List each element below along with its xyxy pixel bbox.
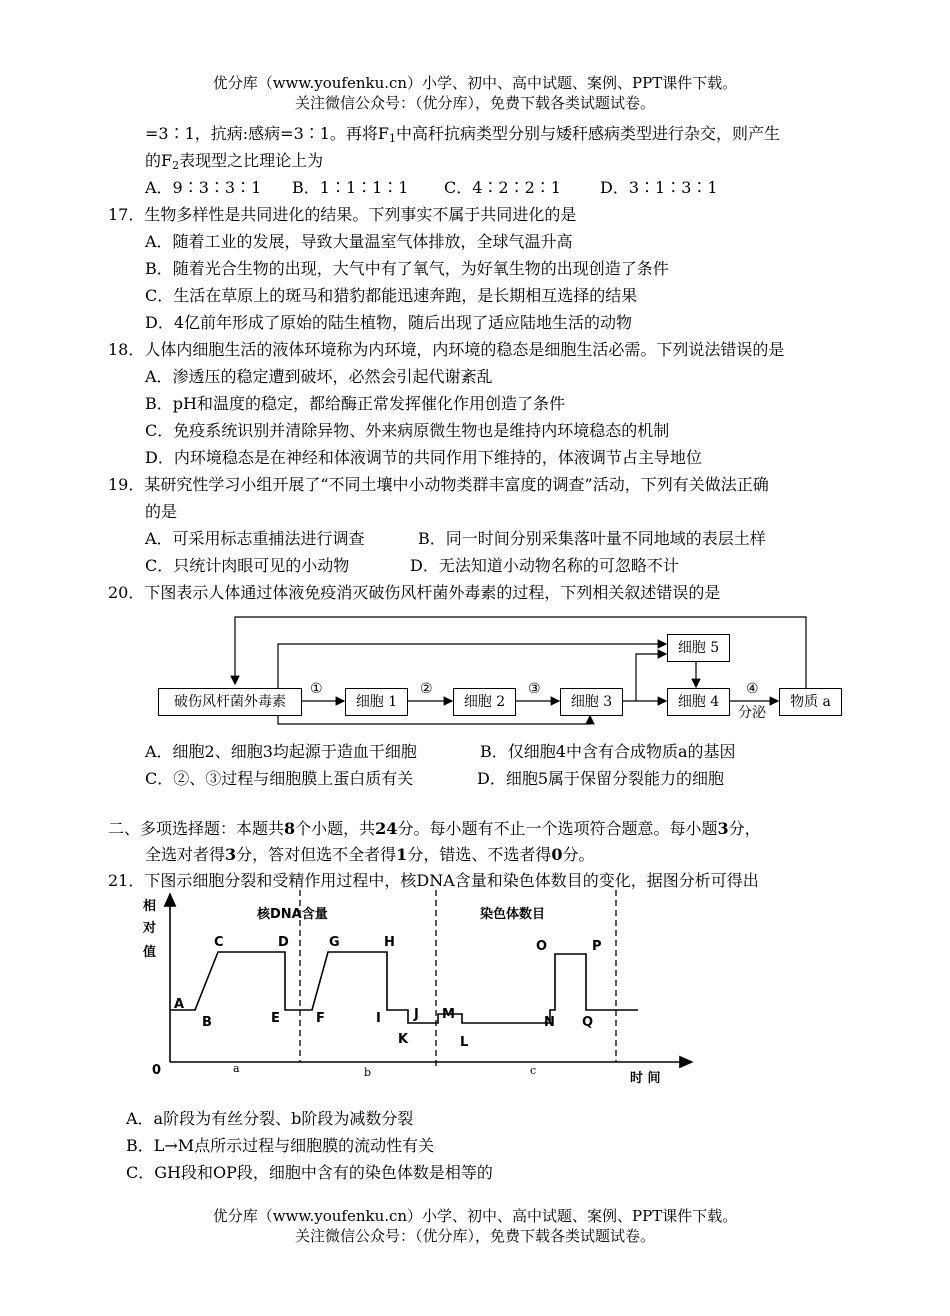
q18-option-b: B．pH和温度的稳定，都给酶正常发挥催化作用创造了条件 [145, 394, 565, 413]
point-N: N [544, 1015, 555, 1030]
q19-stem: 19．某研究性学习小组开展了“不同土壤中小动物类群丰富度的调查”活动，下列有关做法正确 [108, 475, 769, 494]
page-footer [0, 1206, 950, 1246]
secrete-label: 分泌 [738, 705, 766, 721]
origin-label: 0 [152, 1063, 162, 1078]
q18-option-d: D．内环境稳态是在神经和体液调节的共同作用下维持的，体液调节占主导地位 [145, 448, 702, 467]
section2-line-1: 二、多项选择题：本题共8个小题，共24分。每小题有不止一个选项符合题意。每小题3分， [108, 819, 761, 838]
point-B: B [202, 1015, 212, 1030]
q20-option-a: A．细胞2、细胞3均起源于造血干细胞 [145, 742, 417, 761]
q20-option-b: B．仅细胞4中含有合成物质a的基因 [480, 742, 736, 761]
q17-stem: 17．生物多样性是共同进化的结果。下列事实不属于共同进化的是 [108, 205, 577, 224]
header-line-2: 关注微信公众号：（优分库），免费下载各类试题试卷。 [294, 94, 655, 112]
cell4-box: 细胞 4 [667, 688, 730, 716]
q19-option-b: B．同一时间分别采集落叶量不同地域的表层土样 [418, 529, 766, 548]
page-header [0, 73, 950, 113]
q16-option-c: C．4∶2∶2∶1 [444, 178, 561, 197]
point-L: L [460, 1035, 469, 1050]
stage-c: c [530, 1064, 537, 1077]
q16-continuation-line-2: 的$F_2$表现型之比理论上为 [145, 151, 324, 172]
cell2-box: 细胞 2 [453, 688, 516, 716]
step-2-label: ② [420, 681, 433, 697]
footer-line-1: 优分库（www.youfenku.cn）小学、初中、高中试题、案例、PPT课件下载。 [212, 1207, 738, 1225]
q19-stem-cont: 的是 [145, 502, 178, 521]
step-1-label: ① [310, 681, 323, 697]
q21-option-b: B．L→M点所示过程与细胞膜的流动性有关 [126, 1136, 435, 1155]
q18-stem: 18．人体内细胞生活的液体环境称为内环境，内环境的稳态是细胞生活必需。下列说法错误的是 [108, 340, 785, 359]
y-label-1: 相 [143, 899, 157, 914]
header-line-1: 优分库（www.youfenku.cn）小学、初中、高中试题、案例、PPT课件下载。 [212, 74, 738, 92]
q17-option-a: A．随着工业的发展，导致大量温室气体排放，全球气温升高 [145, 232, 573, 251]
x-axis-label: 时 间 [630, 1071, 661, 1086]
substance-a-box: 物质 a [779, 688, 842, 716]
point-C: C [214, 935, 224, 950]
graph-lines [140, 890, 700, 1090]
stage-a: a [233, 1062, 240, 1075]
q21-option-c: C．GH段和OP段，细胞中含有的染色体数是相等的 [126, 1163, 493, 1182]
q16-option-a: A．9∶3∶3∶1 [145, 178, 262, 197]
q20-option-c: C．②、③过程与细胞膜上蛋白质有关 [145, 769, 414, 788]
q17-option-c: C．生活在草原上的斑马和猎豹都能迅速奔跑，是长期相互选择的结果 [145, 286, 638, 305]
q17-option-d: D．4亿前年形成了原始的陆生植物，随后出现了适应陆地生活的动物 [145, 313, 633, 332]
stage-b: b [364, 1066, 372, 1079]
point-A: A [174, 997, 185, 1012]
q18-option-a: A．渗透压的稳定遭到破坏，必然会引起代谢紊乱 [145, 367, 493, 386]
point-O: O [536, 939, 548, 954]
point-K: K [398, 1032, 409, 1047]
q16-option-b: B．1∶1∶1∶1 [292, 178, 409, 197]
cell1-box: 细胞 1 [345, 688, 408, 716]
point-F: F [316, 1011, 325, 1026]
q21-option-a: A．a阶段为有丝分裂、b阶段为减数分裂 [126, 1109, 414, 1128]
point-I: I [376, 1011, 381, 1026]
point-D: D [278, 935, 289, 950]
cell3-box: 细胞 3 [560, 688, 623, 716]
q17-option-b: B．随着光合生物的出现，大气中有了氧气，为好氧生物的出现创造了条件 [145, 259, 669, 278]
y-label-3: 值 [143, 945, 157, 960]
cell5-box: 细胞 5 [667, 634, 730, 662]
point-G: G [329, 935, 340, 950]
q19-option-d: D．无法知道小动物名称的可忽略不计 [410, 556, 679, 575]
chromosome-title: 染色体数目 [480, 907, 546, 922]
q21-stem: 21．下图示细胞分裂和受精作用过程中，核DNA含量和染色体数目的变化，据图分析可得出 [108, 871, 759, 890]
q16-continuation-line-1: =3∶1，抗病:感病=3∶1。再将$F_1$中高秆抗病类型分别与矮秆感病类型进行杂交，则产生 [145, 124, 781, 145]
section2-line-2: 全选对者得3分，答对但选不全者得1分，错选、不选者得0分。 [145, 845, 595, 864]
point-M: M [442, 1007, 455, 1022]
point-J: J [414, 1007, 419, 1022]
point-P: P [592, 939, 602, 954]
point-E: E [271, 1011, 280, 1026]
dna-chromosome-graph [140, 890, 700, 1090]
q19-option-c: C．只统计肉眼可见的小动物 [145, 556, 350, 575]
point-Q: Q [582, 1015, 594, 1030]
q18-option-c: C．免疫系统识别并清除异物、外来病原微生物也是维持内环境稳态的机制 [145, 421, 670, 440]
step-3-label: ③ [528, 681, 541, 697]
y-label-2: 对 [143, 921, 157, 936]
q20-stem: 20．下图表示人体通过体液免疫消灭破伤风杆菌外毒素的过程，下列相关叙述错误的是 [108, 583, 721, 602]
q20-option-d: D．细胞5属于保留分裂能力的细胞 [477, 769, 725, 788]
q19-option-a: A．可采用标志重捕法进行调查 [145, 529, 365, 548]
dna-title: 核DNA含量 [257, 907, 328, 922]
q16-option-d: D．3∶1∶3∶1 [600, 178, 718, 197]
step-4-label: ④ [746, 681, 759, 697]
point-H: H [384, 935, 395, 950]
footer-line-2: 关注微信公众号：（优分库），免费下载各类试题试卷。 [294, 1227, 655, 1245]
toxin-box: 破伤风杆菌外毒素 [158, 688, 302, 716]
immune-flow-diagram [150, 612, 850, 727]
